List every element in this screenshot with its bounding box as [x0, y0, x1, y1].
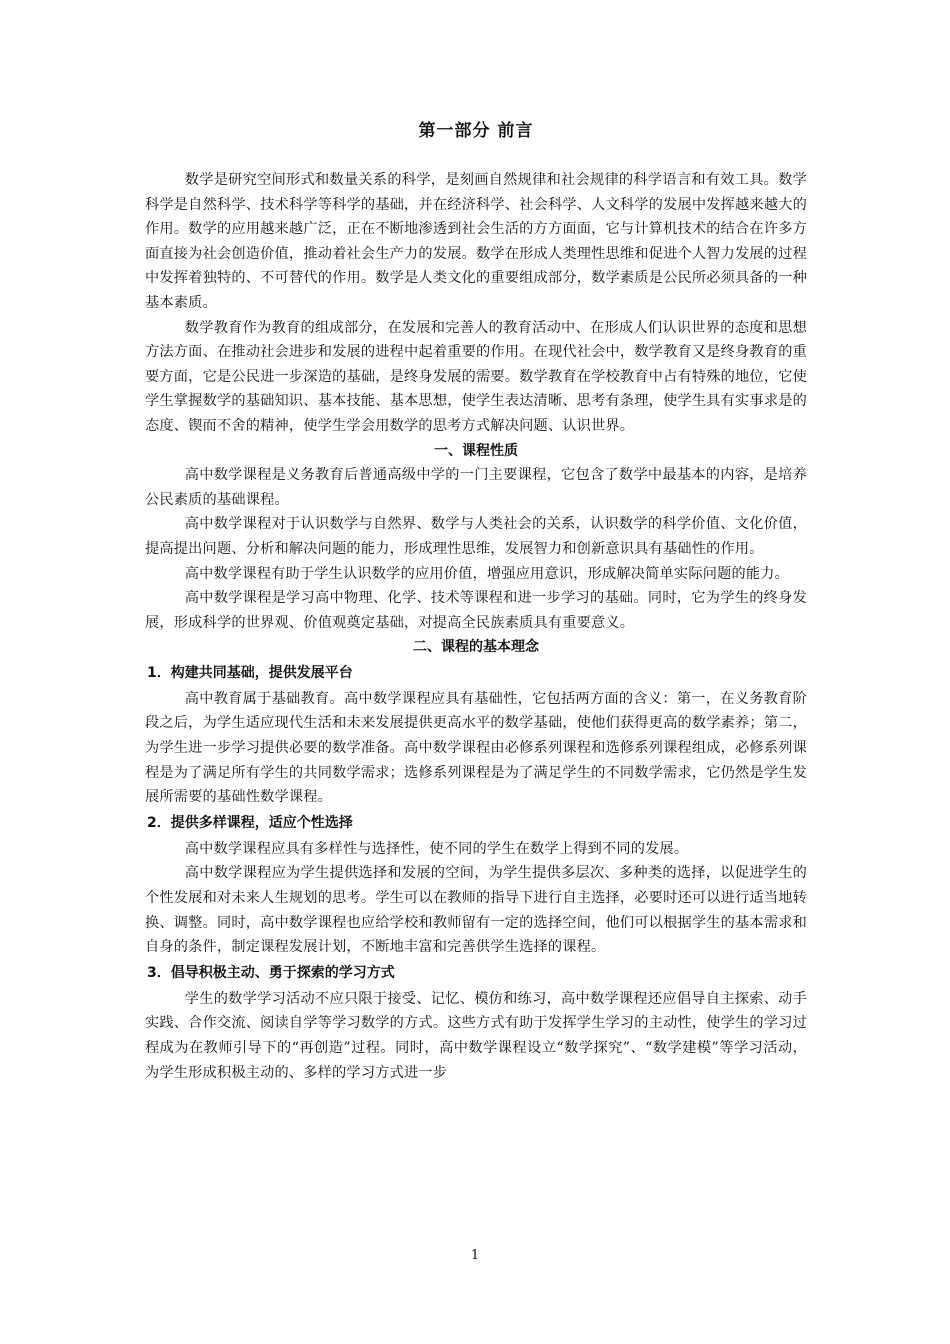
- section-paragraph: 高中数学课程对于认识数学与自然界、数学与人类社会的关系，认识数学的科学价值、文化价值，提高提出问题、分析和解决问题的能力，形成理性思维，发展智力和创新意识具有基础性的作用。: [145, 516, 807, 557]
- section-heading-course-nature: 一、课程性质: [434, 442, 518, 459]
- section-paragraph: 高中数学课程是义务教育后普通高级中学的一门主要课程，它包含了数学中最基本的内容，是培养公民素质的基础课程。: [145, 467, 807, 508]
- document-body: [145, 120, 807, 1085]
- intro-paragraph: 数学教育作为教育的组成部分，在发展和完善人的教育活动中、在形成人们认识世界的态度和思想方法方面、在推动社会进步和发展的进程中起着重要的作用。在现代社会中，数学教育又是终身教育的重要方面，它是公民进一步深造的基础，是终身发展的需要。数学教育在学校教育中占有特殊的地位，它使学生掌握数学的基础知识、基本技能、基本思想，使学生表达清晰、思考有条理，使学生具有实事求是的态度、锲而不舍的精神，使学生学会用数学的思考方式解决问题、认识世界。: [145, 319, 807, 434]
- intro-paragraph: 数学是研究空间形式和数量关系的科学，是刻画自然规律和社会规律的科学语言和有效工具。数学科学是自然科学、技术科学等科学的基础，并在经济科学、社会科学、人文科学的发展中发挥越来越大的作用。数学的应用越来越广泛，正在不断地渗透到社会生活的方方面面，它与计算机技术的结合在许多方面直接为社会创造价值，推动着社会生产力的发展。数学在形成人类理性思维和促进个人智力发展的过程中发挥着独特的、不可替代的作用。数学是人类文化的重要组成部分，数学素质是公民所必须具备的一种基本素质。: [145, 172, 807, 311]
- page-title: 第一部分 前言: [418, 121, 534, 141]
- section-paragraph: 高中数学课程有助于学生认识数学的应用价值，增强应用意识，形成解决简单实际问题的能力。: [184, 565, 790, 582]
- subsection-paragraph: 高中数学课程应为学生提供选择和发展的空间，为学生提供多层次、多种类的选择，以促进学生的个性发展和对未来人生规划的思考。学生可以在教师的指导下进行自主选择，必要时还可以进行适当地转换、调整。同时，高中数学课程也应给学校和教师留有一定的选择空间，他们可以根据学生的基本需求和自身的条件，制定课程发展计划，不断地丰富和完善供学生选择的课程。: [145, 865, 807, 956]
- subsection-paragraph: 高中教育属于基础教育。高中数学课程应具有基础性，它包括两方面的含义：第一，在义务教育阶段之后，为学生适应现代生活和未来发展提供更高水平的数学基础，使他们获得更高的数学素养；第二，为学生进一步学习提供必要的数学准备。高中数学课程由必修系列课程和选修系列课程组成，必修系列课程是为了满足所有学生的共同数学需求；选修系列课程是为了满足学生的不同数学需求，它仍然是学生发展所需要的基础性数学课程。: [145, 690, 807, 806]
- subsection-paragraph: 高中数学课程应具有多样性与选择性，使不同的学生在数学上得到不同的发展。: [184, 840, 689, 857]
- subsection-paragraph: 学生的数学学习活动不应只限于接受、记忆、模仿和练习，高中数学课程还应倡导自主探索、动手实践、合作交流、阅读自学等学习数学的方式。这些方式有助于发挥学生学习的主动性，使学生的学习过程成为在教师引导下的“再创造”过程。同时，高中数学课程设立“数学探究”、“数学建模”等学习活动，为学生形成积极主动的、多样的学习方式进一步: [145, 990, 807, 1081]
- section-paragraph: 高中数学课程是学习高中物理、化学、技术等课程和进一步学习的基础。同时，它为学生的终身发展，形成科学的世界观、价值观奠定基础，对提高全民族素质具有重要意义。: [145, 590, 807, 631]
- subsection-heading-3: 3．倡导积极主动、勇于探索的学习方式: [147, 964, 395, 981]
- subsection-heading-2: 2．提供多样课程，适应个性选择: [147, 814, 353, 831]
- section-heading-basic-ideas: 二、课程的基本理念: [413, 639, 539, 656]
- subsection-heading-1: 1．构建共同基础，提供发展平台: [147, 664, 353, 681]
- page-number: 1: [470, 1248, 480, 1263]
